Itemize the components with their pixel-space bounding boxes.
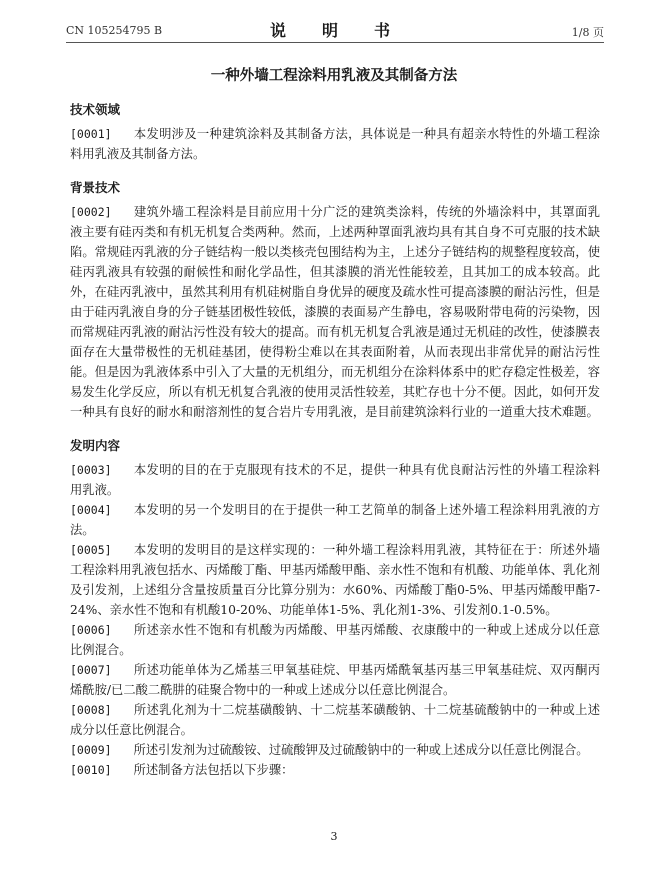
paragraph-0005 bbox=[70, 540, 600, 620]
paragraph-number: [0006] bbox=[70, 623, 112, 637]
paragraph-text: 所述引发剂为过硫酸铵、过硫酸钾及过硫酸钠中的一种或上述成分以任意比例混合。 bbox=[133, 743, 589, 757]
page-header bbox=[66, 14, 604, 40]
page-number: 3 bbox=[330, 830, 338, 843]
paragraph-number: [0004] bbox=[70, 503, 112, 517]
header-rule bbox=[66, 42, 604, 43]
paragraph-0008 bbox=[70, 700, 600, 740]
patent-number: CN 105254795 B bbox=[66, 24, 163, 37]
paragraph-text: 建筑外墙工程涂料是目前应用十分广泛的建筑类涂料，传统的外墙涂料中，其罩面乳液主要有硅丙类和有机无机复合类两种。然而，上述两种罩面乳液均具有其自身不可克服的技术缺陷。常规硅丙乳液的分子链结构一般以类核壳包围结构为主，上述分子链结构的规整程度较高，使硅丙乳液具有较强的耐候性和耐化学品性，但其漆膜的消光性能较差，且其加工的成本较高。此外，在硅丙乳液中，虽然其利用有机硅树脂自身优异的硬度及疏水性可提高漆膜的耐沾污性，但是由于硅丙乳液自身的分子链基团极性较低，漆膜的表面易产生静电，容易吸附带电荷的污染物，因而常规硅丙乳液的耐沾污性没有较大的提高。而有机无机复合乳液是通过无机硅的改性，使漆膜表面存在大量带极性的无机硅基团，使得粉尘难以在其表面附着，从而表现出非常优异的耐沾污性能。但是因为乳液体系中引入了大量的无机组分，而无机组分在涂料体系中的贮存稳定性极差，容易发生化学反应，所以有机无机复合乳液的使用灵活性较差，其贮存也十分不便。因此，如何开发一种具有良好的耐水和耐溶剂性的复合岩片专用乳液，是目前建筑涂料行业的一道重大技术难题。 bbox=[70, 205, 600, 419]
document-type: 说 明 书 bbox=[269, 21, 400, 40]
paragraph-text: 所述制备方法包括以下步骤： bbox=[133, 763, 294, 777]
paragraph-number: [0009] bbox=[70, 743, 112, 757]
section-heading: 背景技术 bbox=[70, 180, 121, 195]
paragraph-0003 bbox=[70, 460, 600, 500]
paragraph-number: [0007] bbox=[70, 663, 112, 677]
paragraph-number: [0008] bbox=[70, 703, 112, 717]
page-indicator: 1/8 页 bbox=[571, 26, 604, 39]
paragraph-text: 本发明涉及一种建筑涂料及其制备方法，具体说是一种具有超亲水特性的外墙工程涂料用乳液及其制备方法。 bbox=[70, 127, 600, 161]
paragraph-0009 bbox=[70, 740, 600, 760]
document-title: 一种外墙工程涂料用乳液及其制备方法 bbox=[210, 67, 458, 84]
section-heading: 技术领域 bbox=[70, 102, 121, 117]
paragraph-number: [0003] bbox=[70, 463, 112, 477]
document-body bbox=[70, 100, 600, 780]
paragraph-text: 所述乳化剂为十二烷基磺酸钠、十二烷基苯磺酸钠、十二烷基硫酸钠中的一种或上述成分以任意比例混合。 bbox=[70, 703, 600, 737]
paragraph-number: [0001] bbox=[70, 127, 112, 141]
paragraph-0010 bbox=[70, 760, 600, 780]
paragraph-text: 所述亲水性不饱和有机酸为丙烯酸、甲基丙烯酸、衣康酸中的一种或上述成分以任意比例混合。 bbox=[70, 623, 600, 657]
paragraph-text: 本发明的发明目的是这样实现的：一种外墙工程涂料用乳液，其特征在于：所述外墙工程涂料用乳液包括水、丙烯酸丁酯、甲基丙烯酸甲酯、亲水性不饱和有机酸、功能单体、乳化剂及引发剂，上述组分含量按质量百分比算分别为：水60%、丙烯酸丁酯0-5%、甲基丙烯酸甲酯7-24%、亲水性不饱和有机酸10-20%、功能单体1-5%、乳化剂1-3%、引发剂0.1-0.5%。 bbox=[70, 543, 600, 617]
paragraph-number: [0010] bbox=[70, 763, 112, 777]
paragraph-text: 本发明的另一个发明目的在于提供一种工艺简单的制备上述外墙工程涂料用乳液的方法。 bbox=[70, 503, 600, 537]
paragraph-0004 bbox=[70, 500, 600, 540]
paragraph-0001 bbox=[70, 124, 600, 164]
paragraph-0006 bbox=[70, 620, 600, 660]
paragraph-0007 bbox=[70, 660, 600, 700]
paragraph-0002 bbox=[70, 202, 600, 422]
section-heading: 发明内容 bbox=[70, 438, 121, 453]
paragraph-number: [0002] bbox=[70, 205, 112, 219]
paragraph-text: 所述功能单体为乙烯基三甲氧基硅烷、甲基丙烯酰氧基丙基三甲氧基硅烷、双丙酮丙烯酰胺/已二酸二酰肼的硅聚合物中的一种或上述成分以任意比例混合。 bbox=[70, 663, 600, 697]
paragraph-number: [0005] bbox=[70, 543, 112, 557]
paragraph-text: 本发明的目的在于克服现有技术的不足，提供一种具有优良耐沾污性的外墙工程涂料用乳液。 bbox=[70, 463, 600, 497]
